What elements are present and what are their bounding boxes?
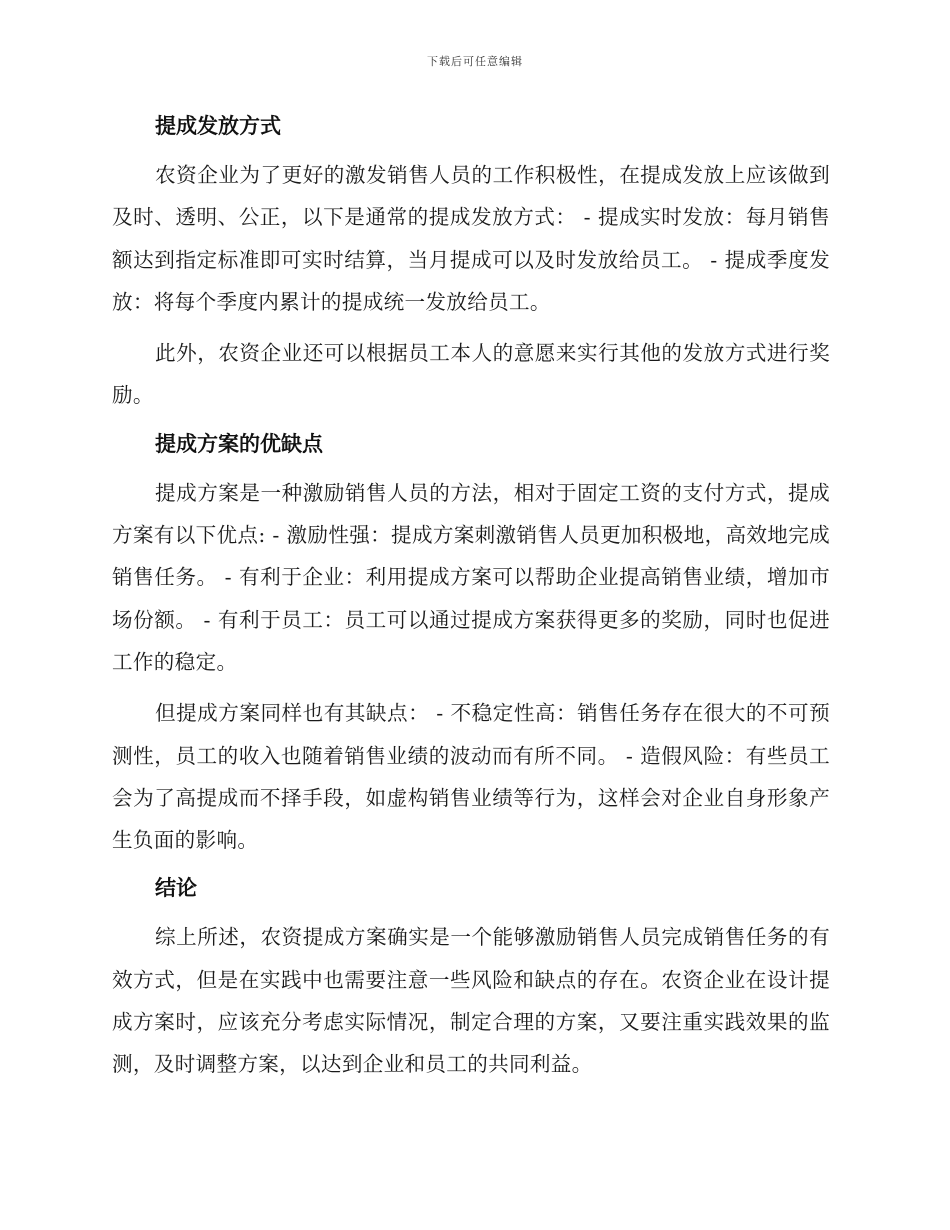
paragraph: 此外，农资企业还可以根据员工本人的意愿来实行其他的发放方式进行奖励。 [112,341,830,408]
paragraph: 综上所述，农资提成方案确实是一个能够激励销售人员完成销售任务的有效方式，但是在实践中也需要注意一些风险和缺点的存在。农资企业在设计提成方案时，应该充分考虑实际情况，制定合理的方案，又要注重实践效果的监测，及时调整方案，以达到企业和员工的共同利益。 [112,925,830,1077]
paragraph: 农资企业为了更好的激发销售人员的工作积极性，在提成发放上应该做到及时、透明、公正，以下是通常的提成发放方式： - 提成实时发放：每月销售额达到指定标准即可实时结算，当月提成可以及时发放给员工。 - 提成季度发放：将每个季度内累计的提成统一发放给员工。 [112,163,830,314]
section-payout-methods [112,108,830,417]
section-heading: 结论 [155,876,197,901]
page-header: 下载后可任意编辑 [427,55,523,68]
paragraph: 但提成方案同样也有其缺点： - 不稳定性高：销售任务存在很大的不可预测性，员工的收入也随着销售业绩的波动而有所不同。 - 造假风险：有些员工会为了高提成而不择手段，如虚构销售业绩等行为，这样会对企业自身形象产生负面的影响。 [112,701,830,853]
document-body [112,108,830,1095]
paragraph: 提成方案是一种激励销售人员的方法，相对于固定工资的支付方式，提成方案有以下优点: - 激励性强：提成方案刺激销售人员更加积极地，高效地完成销售任务。 - 有利于企业：利用提成方案可以帮助企业提高销售业绩，增加市场份额。 - 有利于员工：员工可以通过提成方案获得更多的奖励，同时也促进工作的稳定。 [112,480,830,674]
section-heading: 提成方案的优缺点 [155,431,323,456]
section-pros-cons [112,426,830,862]
section-heading: 提成发放方式 [155,114,281,138]
section-conclusion [112,870,830,1085]
